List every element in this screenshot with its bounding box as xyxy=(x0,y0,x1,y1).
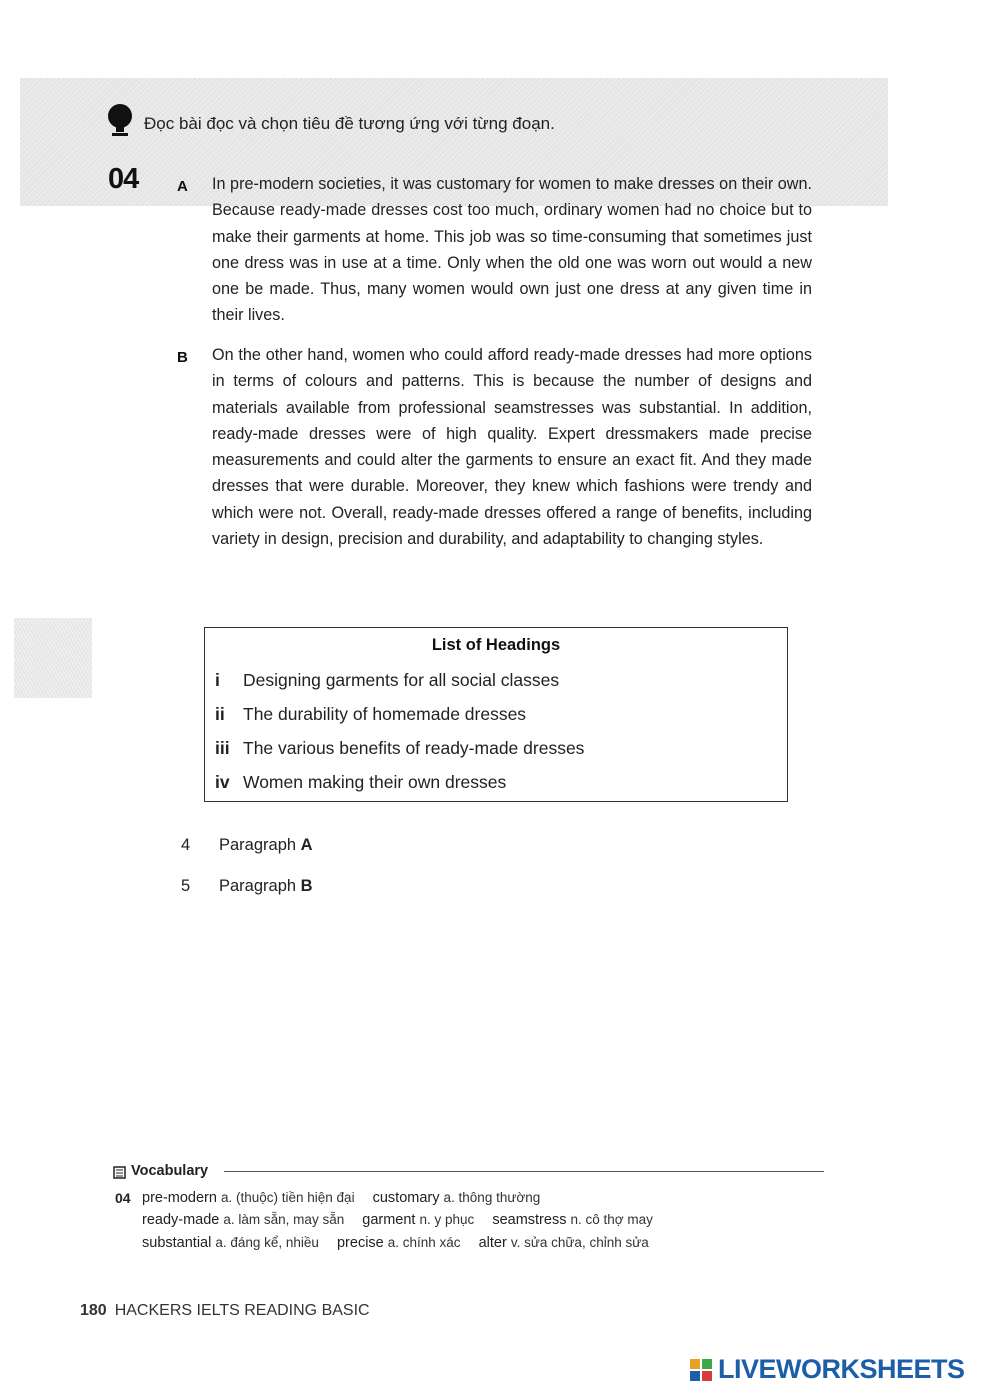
paragraph-b: On the other hand, women who could afford ready-made dresses had more options in terms of colours and patterns. This is because the number of designs and materials available from professional seamstresses was substantial. In addition, ready-made dresses were of high quality. Expert dressmakers made precise measurements and could alter the garments to ensure an exact fit. And they made dresses that were durable. Moreover, they knew which fashions were trendy and which were not. Overall, ready-made dresses offered a range of benefits, including variety in design, precision and durability, and adaptability to changing styles. xyxy=(212,346,812,549)
paragraph-label-b: B xyxy=(177,349,188,366)
lightbulb-icon xyxy=(106,104,134,138)
heading-roman: iv xyxy=(215,772,230,792)
heading-item xyxy=(215,738,584,759)
question-paragraph-label: B xyxy=(300,877,313,895)
heading-roman: i xyxy=(215,670,220,690)
heading-item xyxy=(215,772,506,793)
vocabulary-row xyxy=(142,1190,540,1206)
heading-item xyxy=(215,670,559,691)
heading-roman: ii xyxy=(215,704,225,724)
vocab-definition: a. đáng kể, nhiều xyxy=(215,1235,319,1250)
vocab-term: garment xyxy=(362,1212,416,1228)
question-number: 4 xyxy=(181,836,191,854)
vocabulary-row xyxy=(142,1235,649,1251)
vocab-definition: n. y phục xyxy=(419,1212,475,1227)
question-number: 5 xyxy=(181,877,191,895)
book-icon xyxy=(113,1166,126,1179)
list-of-headings xyxy=(204,627,788,802)
vocabulary-rule xyxy=(224,1171,824,1172)
page-number: 180 xyxy=(80,1302,107,1319)
vocabulary-question-number: 04 xyxy=(115,1190,131,1206)
vocab-definition: n. cô thợ may xyxy=(570,1212,653,1227)
page-footer xyxy=(80,1302,370,1320)
vocab-term: customary xyxy=(372,1190,440,1206)
question-group-number: 04 xyxy=(108,163,139,195)
heading-roman: iii xyxy=(215,738,230,758)
paragraph-a: In pre-modern societies, it was customary for women to make dresses on their own. Because ready-made dresses cost too much, ordinary women had no choice but to make their garments at home. This job was so time-consuming that sometimes just one dress was in use at a time. Only when the old one was worn out would a new one be made. Thus, many women would own just one dress at any given time in their lives. xyxy=(212,175,812,325)
vocab-term: substantial xyxy=(142,1235,212,1251)
heading-text: The durability of homemade dresses xyxy=(243,704,527,724)
vocabulary-row xyxy=(142,1212,653,1228)
vocab-term: ready-made xyxy=(142,1212,220,1228)
vocab-term: alter xyxy=(478,1235,507,1251)
liveworksheets-brand[interactable] xyxy=(690,1354,990,1388)
question-5 xyxy=(181,877,313,896)
vocab-term: pre-modern xyxy=(142,1190,217,1206)
vocab-definition: a. chính xác xyxy=(387,1235,461,1250)
book-title: HACKERS IELTS READING BASIC xyxy=(114,1302,370,1319)
vocab-term: seamstress xyxy=(492,1212,567,1228)
question-prefix: Paragraph xyxy=(219,877,297,895)
heading-item xyxy=(215,704,526,725)
headings-title: List of Headings xyxy=(431,636,561,654)
heading-text: The various benefits of ready-made dresses xyxy=(243,738,585,758)
vocab-definition: a. (thuộc) tiền hiện đại xyxy=(220,1190,355,1205)
instruction-text: Đọc bài đọc và chọn tiêu đề tương ứng với từng đoạn. xyxy=(144,114,555,133)
heading-text: Designing garments for all social classes xyxy=(243,670,560,690)
vocab-term: precise xyxy=(336,1235,384,1251)
question-prefix: Paragraph xyxy=(219,836,297,854)
heading-text: Women making their own dresses xyxy=(243,772,507,792)
vocab-definition: a. thông thường xyxy=(443,1190,541,1205)
paragraph-label-a: A xyxy=(177,178,188,195)
vocab-definition: a. làm sẵn, may sẵn xyxy=(223,1212,345,1227)
vocabulary-title: Vocabulary xyxy=(131,1163,209,1179)
brand-name: LIVEWORKSHEETS xyxy=(718,1354,965,1384)
scan-noise xyxy=(14,618,92,698)
question-4 xyxy=(181,836,313,855)
question-paragraph-label: A xyxy=(300,836,313,854)
liveworksheets-logo-icon xyxy=(690,1359,712,1381)
vocab-definition: v. sửa chữa, chỉnh sửa xyxy=(510,1235,649,1250)
